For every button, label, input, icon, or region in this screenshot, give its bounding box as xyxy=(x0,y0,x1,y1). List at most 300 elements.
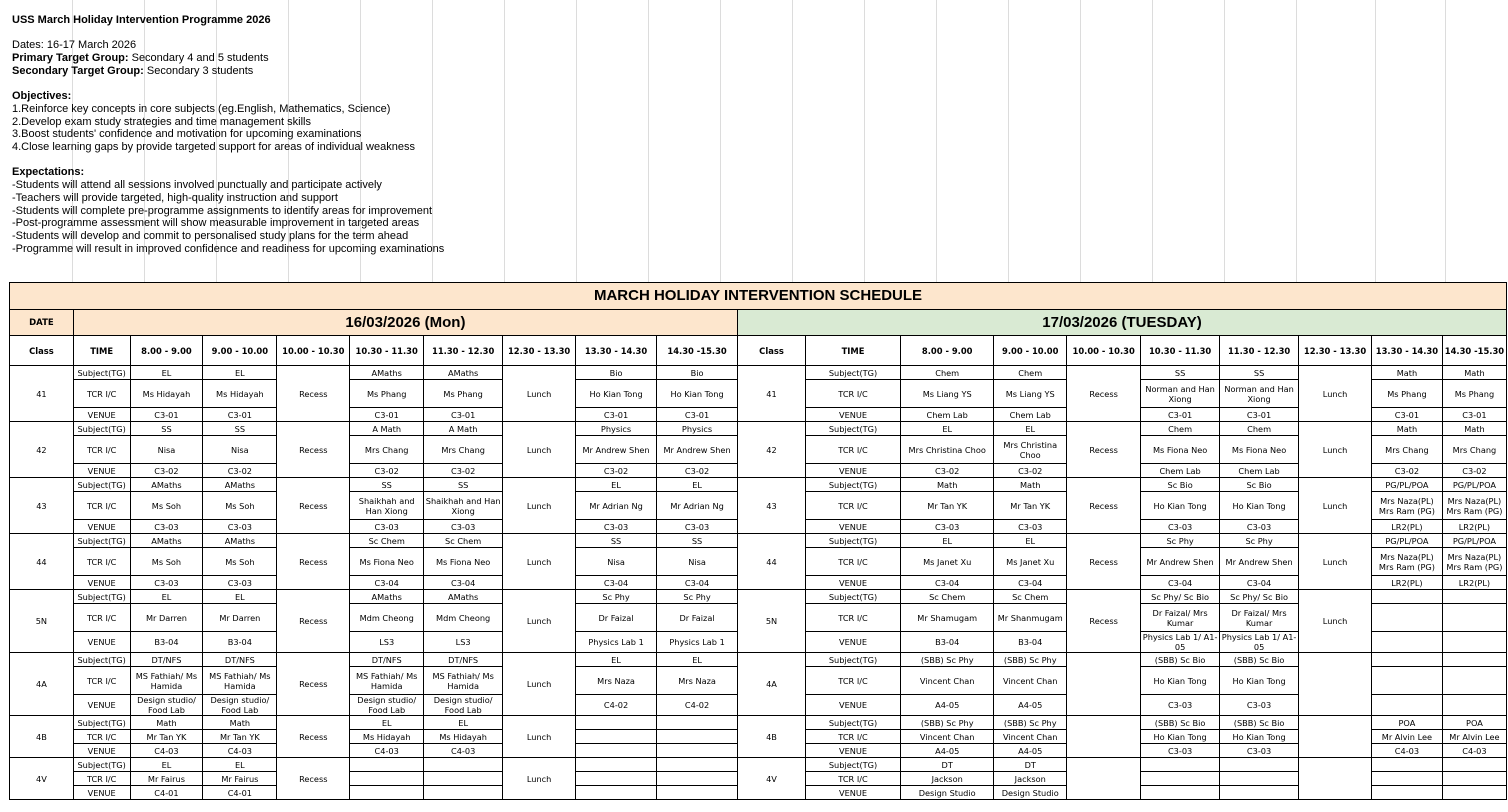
lunch-cell: Lunch xyxy=(503,590,576,653)
session-cell: SS xyxy=(350,478,424,492)
row-label: TCR I/C xyxy=(805,604,900,632)
session-cell: C3-03 xyxy=(901,520,994,534)
session-cell: C3-02 xyxy=(130,464,203,478)
session-cell: LR2(PL) xyxy=(1371,520,1442,534)
session-cell: Ms Fiona Neo xyxy=(1141,436,1220,464)
session-cell: Design studio/ Food Lab xyxy=(130,695,203,716)
objective-item: 4.Close learning gaps by provide targeted support for areas of individual weakness xyxy=(12,141,415,153)
session-cell: C3-04 xyxy=(576,576,657,590)
session-cell: Mrs Christina Choo xyxy=(994,436,1067,464)
session-cell: C3-02 xyxy=(1442,464,1506,478)
session-cell: Ms Hidayah xyxy=(203,380,277,408)
session-cell: Mr Alvin Lee xyxy=(1442,730,1506,744)
row-label: TCR I/C xyxy=(805,772,900,786)
session-cell xyxy=(1442,695,1506,716)
session-cell: C3-03 xyxy=(130,576,203,590)
session-cell: AMaths xyxy=(424,366,503,380)
session-cell: C3-03 xyxy=(1141,520,1220,534)
recess-cell xyxy=(1067,716,1141,758)
class-name: 4A xyxy=(10,653,74,716)
session-cell: DT/NFS xyxy=(203,653,277,667)
session-cell: C3-03 xyxy=(1141,695,1220,716)
session-cell: SS xyxy=(1220,366,1299,380)
session-cell: DT/NFS xyxy=(424,653,503,667)
session-cell: Ms Liang YS xyxy=(994,380,1067,408)
objectives-heading: Objectives: xyxy=(12,90,72,103)
column-header: 13.30 - 14.30 xyxy=(1371,336,1442,366)
row-label: VENUE xyxy=(73,520,130,534)
session-cell: C3-04 xyxy=(424,576,503,590)
class-name: 4A xyxy=(738,653,806,716)
class-name: 43 xyxy=(10,478,74,534)
row-label: Subject(TG) xyxy=(73,653,130,667)
recess-cell: Recess xyxy=(277,716,350,758)
session-cell: Mrs Chang xyxy=(424,436,503,464)
session-cell: Mr Fairus xyxy=(203,772,277,786)
session-cell: C4-03 xyxy=(130,744,203,758)
session-cell: Math xyxy=(1371,422,1442,436)
session-cell: PG/PL/POA xyxy=(1371,534,1442,548)
session-cell: C3-03 xyxy=(657,520,738,534)
session-cell xyxy=(350,786,424,800)
session-cell xyxy=(657,730,738,744)
session-cell: LR2(PL) xyxy=(1442,576,1506,590)
recess-cell: Recess xyxy=(277,653,350,716)
session-cell: SS xyxy=(203,422,277,436)
session-cell: Bio xyxy=(576,366,657,380)
session-cell: Ho Kian Tong xyxy=(1220,730,1299,744)
session-cell: POA xyxy=(1371,716,1442,730)
session-cell: Design studio/ Food Lab xyxy=(203,695,277,716)
session-cell: Shaikhah and Han Xiong xyxy=(424,492,503,520)
recess-cell: Recess xyxy=(1067,422,1141,478)
column-header: TIME xyxy=(805,336,900,366)
session-cell: C3-03 xyxy=(203,576,277,590)
session-cell: C3-04 xyxy=(994,576,1067,590)
session-cell: AMaths xyxy=(350,366,424,380)
session-cell: EL xyxy=(350,716,424,730)
session-cell: C3-03 xyxy=(203,520,277,534)
row-label: TCR I/C xyxy=(73,772,130,786)
column-header: TIME xyxy=(73,336,130,366)
session-cell: C3-01 xyxy=(1141,408,1220,422)
session-cell: C3-03 xyxy=(994,520,1067,534)
session-cell: Nisa xyxy=(576,548,657,576)
session-cell: AMaths xyxy=(424,590,503,604)
session-cell: A Math xyxy=(350,422,424,436)
objective-item: 2.Develop exam study strategies and time management skills xyxy=(12,115,311,128)
session-cell: EL xyxy=(576,653,657,667)
session-cell: C3-02 xyxy=(1371,464,1442,478)
session-cell: B3-04 xyxy=(901,632,994,653)
session-cell: EL xyxy=(576,478,657,492)
session-cell: PG/PL/POA xyxy=(1442,478,1506,492)
session-cell: C3-01 xyxy=(576,408,657,422)
session-cell: Ms Fiona Neo xyxy=(424,548,503,576)
row-label: VENUE xyxy=(805,632,900,653)
session-cell: C3-04 xyxy=(901,576,994,590)
row-label: Subject(TG) xyxy=(805,758,900,772)
session-cell: Design studio/ Food Lab xyxy=(350,695,424,716)
session-cell xyxy=(1141,772,1220,786)
column-header: Class xyxy=(738,336,806,366)
session-cell: Ms Soh xyxy=(203,548,277,576)
table-row xyxy=(10,653,1507,667)
session-cell: Ho Kian Tong xyxy=(1141,667,1220,695)
row-label: TCR I/C xyxy=(73,492,130,520)
session-cell: Chem xyxy=(1141,422,1220,436)
session-cell: Mr Adrian Ng xyxy=(576,492,657,520)
session-cell: Mrs Naza(PL) Mrs Ram (PG) xyxy=(1442,492,1506,520)
session-cell xyxy=(1220,758,1299,772)
column-header: 10.30 - 11.30 xyxy=(350,336,424,366)
session-cell: DT xyxy=(901,758,994,772)
session-cell: LR2(PL) xyxy=(1371,576,1442,590)
table-row xyxy=(10,422,1507,436)
session-cell: Ms Janet Xu xyxy=(901,548,994,576)
session-cell xyxy=(1371,667,1442,695)
session-cell: Chem xyxy=(994,366,1067,380)
programme-dates: Dates: 16-17 March 2026 xyxy=(12,39,137,52)
recess-cell: Recess xyxy=(277,478,350,534)
session-cell: Chem Lab xyxy=(1220,464,1299,478)
expectation-item: -Programme will result in improved confidence and readiness for upcoming examinations xyxy=(12,242,445,255)
session-cell: Ms Fiona Neo xyxy=(350,548,424,576)
lunch-cell: Lunch xyxy=(503,716,576,758)
expectation-item: -Students will develop and commit to personalised study plans for the term ahead xyxy=(12,229,409,242)
session-cell: Ho Kian Tong xyxy=(1220,492,1299,520)
row-label: VENUE xyxy=(73,695,130,716)
row-label: VENUE xyxy=(73,744,130,758)
session-cell: SS xyxy=(576,534,657,548)
row-label: VENUE xyxy=(73,408,130,422)
lunch-cell xyxy=(1299,758,1372,800)
lunch-cell: Lunch xyxy=(503,534,576,590)
session-cell xyxy=(576,786,657,800)
session-cell xyxy=(1371,653,1442,667)
session-cell: Vincent Chan xyxy=(901,730,994,744)
session-cell xyxy=(1220,786,1299,800)
objective-item: 1.Reinforce key concepts in core subjects (eg.English, Mathematics, Science) xyxy=(12,102,391,115)
column-header: Class xyxy=(10,336,74,366)
column-header: 9.00 - 10.00 xyxy=(994,336,1067,366)
row-label: VENUE xyxy=(73,632,130,653)
table-row xyxy=(10,758,1507,772)
session-cell: SS xyxy=(1141,366,1220,380)
row-label: VENUE xyxy=(805,744,900,758)
day1-date: 16/03/2026 (Mon) xyxy=(73,310,737,336)
session-cell: Ms Phang xyxy=(1371,380,1442,408)
session-cell: C3-02 xyxy=(203,464,277,478)
session-cell: EL xyxy=(901,534,994,548)
session-cell xyxy=(424,786,503,800)
session-cell: C3-03 xyxy=(1141,744,1220,758)
session-cell: Sc Phy xyxy=(1220,534,1299,548)
session-cell: Nisa xyxy=(203,436,277,464)
session-cell: Ms Liang YS xyxy=(901,380,994,408)
session-cell: (SBB) Sc Bio xyxy=(1220,716,1299,730)
row-label: Subject(TG) xyxy=(805,716,900,730)
session-cell: Math xyxy=(1371,366,1442,380)
row-label: Subject(TG) xyxy=(73,716,130,730)
class-name: 42 xyxy=(738,422,806,478)
session-cell: Dr Faizal/ Mrs Kumar xyxy=(1220,604,1299,632)
session-cell: Mr Tan YK xyxy=(901,492,994,520)
session-cell: DT xyxy=(994,758,1067,772)
row-label: Subject(TG) xyxy=(805,366,900,380)
session-cell: DT/NFS xyxy=(350,653,424,667)
session-cell: (SBB) Sc Bio xyxy=(1141,653,1220,667)
row-label: VENUE xyxy=(73,786,130,800)
column-header: 14.30 -15.30 xyxy=(1442,336,1506,366)
row-label: Subject(TG) xyxy=(805,478,900,492)
session-cell: EL xyxy=(994,534,1067,548)
row-label: Subject(TG) xyxy=(73,422,130,436)
lunch-cell xyxy=(1299,653,1372,716)
session-cell: Ms Hidayah xyxy=(350,730,424,744)
session-cell: C3-03 xyxy=(350,520,424,534)
session-cell: Mrs Chang xyxy=(1442,436,1506,464)
session-cell xyxy=(657,744,738,758)
expectation-item: -Students will attend all sessions involved punctually and participate actively xyxy=(12,179,382,192)
recess-cell: Recess xyxy=(277,758,350,800)
session-cell: EL xyxy=(657,478,738,492)
expectations-heading: Expectations: xyxy=(12,166,85,179)
row-label: VENUE xyxy=(73,576,130,590)
session-cell: POA xyxy=(1442,716,1506,730)
session-cell: Mrs Naza(PL) Mrs Ram (PG) xyxy=(1371,548,1442,576)
session-cell: C3-03 xyxy=(1220,744,1299,758)
session-cell: Norman and Han Xiong xyxy=(1141,380,1220,408)
session-cell: SS xyxy=(424,478,503,492)
session-cell: Sc Chem xyxy=(901,590,994,604)
session-cell: Mr Adrian Ng xyxy=(657,492,738,520)
session-cell: Chem Lab xyxy=(994,408,1067,422)
session-cell: A4-05 xyxy=(901,695,994,716)
recess-cell xyxy=(1067,653,1141,716)
session-cell: Sc Bio xyxy=(1141,478,1220,492)
secondary-target-group: Secondary Target Group: Secondary 3 students xyxy=(12,64,254,77)
session-cell: C3-03 xyxy=(424,520,503,534)
session-cell: PG/PL/POA xyxy=(1371,478,1442,492)
row-label: Subject(TG) xyxy=(73,758,130,772)
session-cell: Jackson xyxy=(901,772,994,786)
session-cell: Mr Tan YK xyxy=(130,730,203,744)
session-cell: C3-01 xyxy=(424,408,503,422)
session-cell xyxy=(657,772,738,786)
session-cell: C3-01 xyxy=(657,408,738,422)
row-label: TCR I/C xyxy=(805,492,900,520)
row-label: TCR I/C xyxy=(73,548,130,576)
programme-intro xyxy=(12,14,1012,255)
session-cell: (SBB) Sc Phy xyxy=(901,716,994,730)
session-cell: EL xyxy=(203,758,277,772)
session-cell: AMaths xyxy=(203,534,277,548)
row-label: TCR I/C xyxy=(73,604,130,632)
session-cell xyxy=(1371,695,1442,716)
table-row xyxy=(10,590,1507,604)
session-cell: Sc Bio xyxy=(1220,478,1299,492)
session-cell: Ms Hidayah xyxy=(130,380,203,408)
primary-target-group: Primary Target Group: Secondary 4 and 5 students xyxy=(12,52,269,65)
session-cell: C3-03 xyxy=(576,520,657,534)
session-cell: Vincent Chan xyxy=(901,667,994,695)
session-cell: C3-01 xyxy=(1220,408,1299,422)
class-name: 5N xyxy=(738,590,806,653)
session-cell: Mr Tan YK xyxy=(994,492,1067,520)
lunch-cell: Lunch xyxy=(503,653,576,716)
session-cell: EL xyxy=(130,758,203,772)
session-cell xyxy=(350,772,424,786)
session-cell: Norman and Han Xiong xyxy=(1220,380,1299,408)
session-cell: Jackson xyxy=(994,772,1067,786)
session-cell xyxy=(1371,758,1442,772)
lunch-cell: Lunch xyxy=(503,422,576,478)
expectation-item: -Teachers will provide targeted, high-quality instruction and support xyxy=(12,191,338,204)
session-cell: Chem Lab xyxy=(1141,464,1220,478)
session-cell: B3-04 xyxy=(994,632,1067,653)
session-cell: Nisa xyxy=(657,548,738,576)
session-cell: Dr Faizal xyxy=(657,604,738,632)
session-cell: Vincent Chan xyxy=(994,730,1067,744)
row-label: TCR I/C xyxy=(805,548,900,576)
session-cell: Mr Shamugam xyxy=(901,604,994,632)
recess-cell xyxy=(1067,758,1141,800)
session-cell: Dr Faizal/ Mrs Kumar xyxy=(1141,604,1220,632)
column-header: 8.00 - 9.00 xyxy=(901,336,994,366)
session-cell xyxy=(350,758,424,772)
session-cell: C4-03 xyxy=(1371,744,1442,758)
row-label: Subject(TG) xyxy=(805,422,900,436)
session-cell: Ms Fiona Neo xyxy=(1220,436,1299,464)
session-cell: C3-01 xyxy=(1371,408,1442,422)
session-cell: Mr Andrew Shen xyxy=(1220,548,1299,576)
session-cell xyxy=(1371,786,1442,800)
row-label: TCR I/C xyxy=(805,436,900,464)
session-cell: Mr Andrew Shen xyxy=(576,436,657,464)
session-cell: MS Fathiah/ Ms Hamida xyxy=(424,667,503,695)
session-cell: Sc Phy xyxy=(576,590,657,604)
session-cell: C3-02 xyxy=(576,464,657,478)
class-name: 42 xyxy=(10,422,74,478)
lunch-cell: Lunch xyxy=(1299,478,1372,534)
session-cell: A4-05 xyxy=(994,744,1067,758)
session-cell: Mr Alvin Lee xyxy=(1371,730,1442,744)
session-cell: C3-03 xyxy=(1220,520,1299,534)
table-row xyxy=(10,366,1507,380)
class-name: 41 xyxy=(10,366,74,422)
session-cell: A Math xyxy=(424,422,503,436)
session-cell: Ms Soh xyxy=(130,548,203,576)
session-cell: Physics xyxy=(657,422,738,436)
row-label: Subject(TG) xyxy=(805,534,900,548)
objective-item: 3.Boost students' confidence and motivation for upcoming examinations xyxy=(12,128,362,141)
session-cell: Vincent Chan xyxy=(994,667,1067,695)
session-cell: Mrs Chang xyxy=(350,436,424,464)
table-row xyxy=(10,716,1507,730)
session-cell: Ms Phang xyxy=(424,380,503,408)
session-cell xyxy=(657,786,738,800)
session-cell xyxy=(1442,632,1506,653)
lunch-cell: Lunch xyxy=(503,366,576,422)
intervention-schedule-table xyxy=(9,282,1507,800)
column-header: 9.00 - 10.00 xyxy=(203,336,277,366)
session-cell: (SBB) Sc Phy xyxy=(901,653,994,667)
session-cell xyxy=(576,772,657,786)
class-name: 43 xyxy=(738,478,806,534)
schedule-title: MARCH HOLIDAY INTERVENTION SCHEDULE xyxy=(10,283,1507,310)
session-cell: EL xyxy=(203,590,277,604)
session-cell: Math xyxy=(994,478,1067,492)
session-cell xyxy=(424,758,503,772)
class-name: 4V xyxy=(10,758,74,800)
session-cell xyxy=(576,730,657,744)
column-header: 11.30 - 12.30 xyxy=(1220,336,1299,366)
row-label: Subject(TG) xyxy=(73,366,130,380)
session-cell: Ms Hidayah xyxy=(424,730,503,744)
lunch-cell: Lunch xyxy=(1299,590,1372,653)
session-cell xyxy=(1442,772,1506,786)
session-cell: C3-01 xyxy=(350,408,424,422)
session-cell: Ms Janet Xu xyxy=(994,548,1067,576)
column-header: 12.30 - 13.30 xyxy=(503,336,576,366)
row-label: TCR I/C xyxy=(73,436,130,464)
session-cell: Ho Kian Tong xyxy=(1141,730,1220,744)
table-row xyxy=(10,534,1507,548)
session-cell: Mr Darren xyxy=(130,604,203,632)
class-name: 4B xyxy=(10,716,74,758)
column-header-row xyxy=(10,336,1507,366)
session-cell: Ho Kian Tong xyxy=(657,380,738,408)
lunch-cell: Lunch xyxy=(1299,534,1372,590)
session-cell: Bio xyxy=(657,366,738,380)
session-cell: C4-02 xyxy=(576,695,657,716)
lunch-cell xyxy=(1299,716,1372,758)
lunch-cell: Lunch xyxy=(503,478,576,534)
row-label: VENUE xyxy=(805,408,900,422)
session-cell: Math xyxy=(1442,366,1506,380)
session-cell: C4-03 xyxy=(424,744,503,758)
session-cell: DT/NFS xyxy=(130,653,203,667)
session-cell: Physics Lab 1/ A1-05 xyxy=(1141,632,1220,653)
session-cell: EL xyxy=(203,366,277,380)
session-cell: Mrs Naza xyxy=(657,667,738,695)
session-cell xyxy=(1442,758,1506,772)
session-cell: Mdm Cheong xyxy=(350,604,424,632)
session-cell: (SBB) Sc Phy xyxy=(994,653,1067,667)
session-cell: Mr Darren xyxy=(203,604,277,632)
session-cell xyxy=(1141,758,1220,772)
session-cell: Chem xyxy=(901,366,994,380)
row-label: TCR I/C xyxy=(73,730,130,744)
session-cell: C4-01 xyxy=(203,786,277,800)
session-cell: Sc Phy xyxy=(657,590,738,604)
session-cell xyxy=(1220,772,1299,786)
session-cell: B3-04 xyxy=(203,632,277,653)
session-cell xyxy=(424,772,503,786)
session-cell: LR2(PL) xyxy=(1442,520,1506,534)
session-cell: B3-04 xyxy=(130,632,203,653)
session-cell: EL xyxy=(994,422,1067,436)
session-cell: Ho Kian Tong xyxy=(1141,492,1220,520)
row-label: Subject(TG) xyxy=(73,534,130,548)
session-cell xyxy=(1442,590,1506,604)
session-cell: Design Studio xyxy=(994,786,1067,800)
recess-cell: Recess xyxy=(1067,478,1141,534)
row-label: VENUE xyxy=(73,464,130,478)
session-cell: LS3 xyxy=(350,632,424,653)
session-cell: MS Fathiah/ Ms Hamida xyxy=(130,667,203,695)
